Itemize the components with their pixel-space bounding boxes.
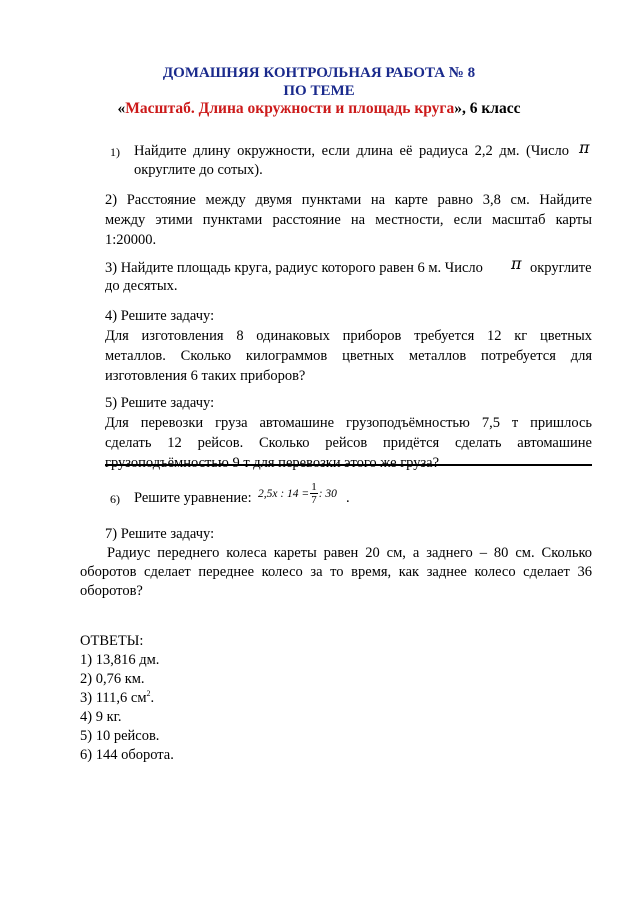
equation-fraction bbox=[310, 481, 318, 506]
task-4 bbox=[105, 306, 592, 386]
task-7-heading: 7) Решите задачу: bbox=[105, 526, 215, 542]
pi-symbol-1: π bbox=[579, 138, 590, 157]
task-4-line-3: изготовления 6 таких приборов? bbox=[105, 368, 306, 384]
task-5 bbox=[105, 393, 592, 473]
task-3-line-1-end: округлите bbox=[530, 260, 592, 276]
equation-dot: . bbox=[346, 490, 350, 506]
answer-4: 4) 9 кг. bbox=[80, 709, 122, 725]
task-2 bbox=[105, 190, 592, 250]
task-6-text: Решите уравнение: bbox=[134, 490, 252, 506]
separator-rule bbox=[105, 464, 592, 466]
fraction-denominator: 7 bbox=[311, 494, 317, 506]
grade-text: », 6 класс bbox=[454, 100, 521, 117]
answer-6: 6) 144 оборота. bbox=[80, 747, 174, 763]
equation-right: : 30 bbox=[318, 487, 337, 500]
answer-2: 2) 0,76 км. bbox=[80, 671, 145, 687]
answers-title: ОТВЕТЫ: bbox=[80, 633, 144, 649]
task-5-heading: 5) Решите задачу: bbox=[105, 395, 215, 411]
task-5-line-2: сделать 12 рейсов. Сколько рейсов придётся сделать автомашине bbox=[105, 435, 592, 451]
task-1-number: 1) bbox=[110, 145, 120, 159]
task-2-line-2: между этими пунктами расстояние на местности, если масштаб карты bbox=[105, 212, 592, 228]
equation bbox=[258, 481, 337, 506]
open-quote: « bbox=[117, 100, 126, 117]
task-5-line-1: Для перевозки груза автомашине грузоподъёмностью 7,5 т пришлось bbox=[105, 415, 592, 431]
equation-left: 2,5x : 14 = bbox=[258, 487, 310, 500]
answers-section bbox=[80, 631, 480, 764]
answer-3-text: 3) 111,6 см bbox=[80, 690, 147, 706]
task-1-line-2: округлите до сотых). bbox=[134, 162, 263, 178]
task-4-heading: 4) Решите задачу: bbox=[105, 308, 215, 324]
pi-symbol-3: π bbox=[511, 254, 522, 273]
title-topic-line bbox=[0, 99, 638, 119]
task-7-line-3: оборотов? bbox=[80, 583, 143, 599]
task-7-line-1: Радиус переднего колеса кареты равен 20 см, а заднего – 80 см. Сколько bbox=[107, 545, 592, 561]
task-4-line-2: металлов. Сколько килограммов цветных металлов потребуется для bbox=[105, 348, 592, 364]
task-6-number: 6) bbox=[110, 492, 120, 506]
title-line-2: ПО ТЕМЕ bbox=[283, 83, 355, 99]
task-4-line-1: Для изготовления 8 одинаковых приборов требуется 12 кг цветных bbox=[105, 328, 592, 344]
answer-3-superscript: 2 bbox=[146, 689, 151, 699]
task-1-line-1: Найдите длину окружности, если длина её радиуса 2,2 дм. (Число bbox=[134, 143, 569, 159]
task-2-line-3: 1:20000. bbox=[105, 232, 157, 248]
task-7-line-2: оборотов сделает переднее колесо за то время, как заднее колесо сделает 36 bbox=[80, 564, 592, 580]
answer-3 bbox=[80, 688, 480, 707]
fraction-numerator: 1 bbox=[311, 481, 317, 493]
topic-text: Масштаб. Длина окружности и площадь круга bbox=[125, 100, 455, 117]
answer-5: 5) 10 рейсов. bbox=[80, 728, 160, 744]
task-3-line-1: 3) Найдите площадь круга, радиус которого равен 6 м. Число bbox=[105, 260, 483, 276]
task-5-line-3: грузоподъёмностью 9 т для перевозки этого же груза? bbox=[105, 455, 440, 471]
task-3-line-2: до десятых. bbox=[105, 278, 178, 294]
title-line-1: ДОМАШНЯЯ КОНТРОЛЬНАЯ РАБОТА № 8 bbox=[162, 65, 476, 81]
answer-3-end: . bbox=[150, 690, 155, 706]
answer-1: 1) 13,816 дм. bbox=[80, 652, 160, 668]
task-2-line-1: 2) Расстояние между двумя пунктами на карте равно 3,8 см. Найдите bbox=[105, 192, 592, 208]
